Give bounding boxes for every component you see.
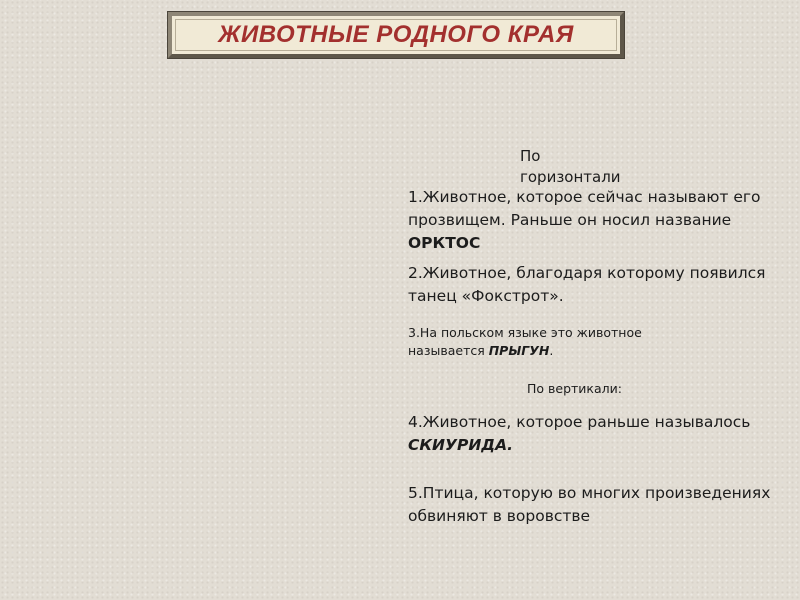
title-banner [168,12,624,58]
clue-3 [408,324,708,360]
clue-2-text: 2.Животное, благодаря которому появился танец «Фокстрот». [408,264,766,305]
slide-title: ЖИВОТНЫЕ РОДНОГО КРАЯ [218,21,574,48]
horizontal-header [520,146,650,188]
clue-3-highlight: ПРЫГУН [488,343,550,358]
clue-4-text: 4.Животное, которое раньше называлось [408,413,751,431]
clue-3-suffix: . [549,343,554,358]
clue-5 [408,482,788,528]
clue-4 [408,411,800,457]
horizontal-header-line1: По [520,147,541,165]
clue-3-text: 3.На польском языке это животное называется [408,325,642,358]
clue-1 [408,186,788,255]
horizontal-header-line2: горизонтали [520,168,621,186]
clue-5-text: 5.Птица, которую во многих произведениях обвиняют в воровстве [408,484,771,525]
clue-1-text: 1.Животное, которое сейчас называют его прозвищем. Раньше он носил название [408,188,761,229]
clue-2 [408,262,788,308]
vertical-header: По вертикали: [527,381,622,396]
clue-1-highlight: ОРКТОС [408,234,481,252]
clue-4-highlight: СКИУРИДА. [408,436,513,454]
